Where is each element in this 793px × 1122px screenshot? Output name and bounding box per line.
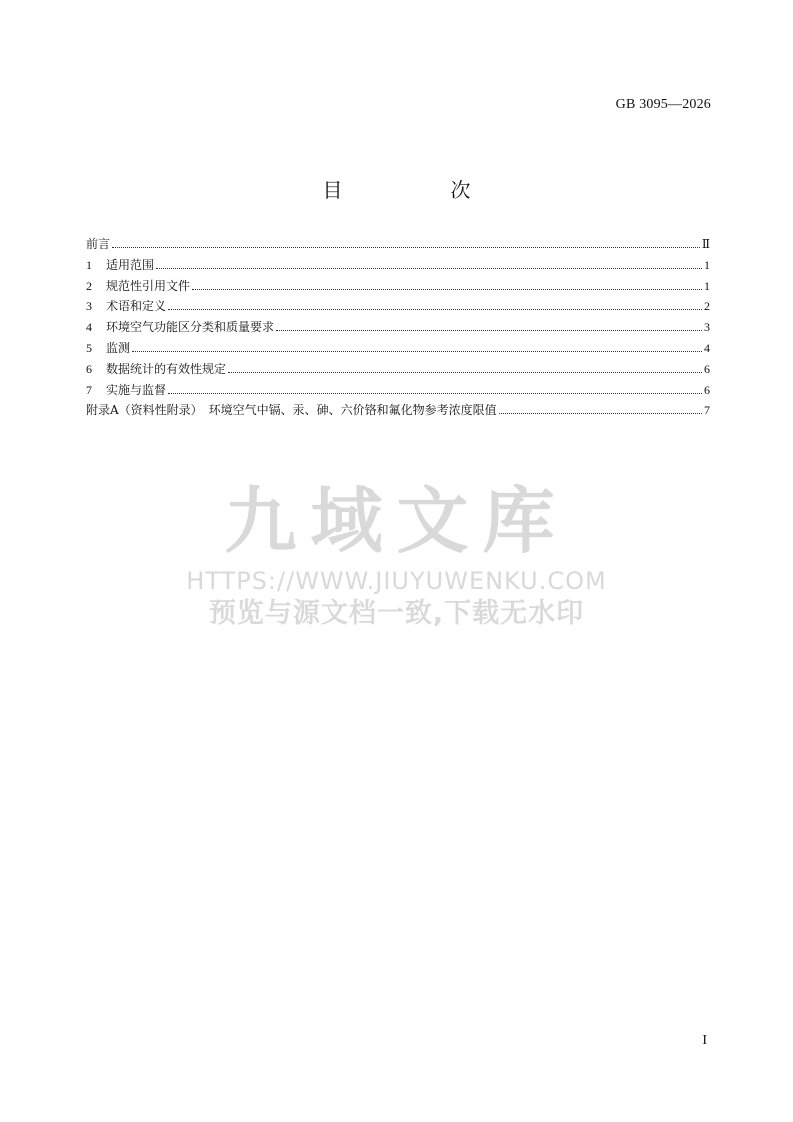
toc-entry-page: Ⅱ bbox=[701, 237, 710, 251]
dot-leader bbox=[228, 371, 702, 373]
toc-entry-number: 7 bbox=[86, 382, 92, 397]
toc-entry-label: 适用范围 bbox=[106, 257, 155, 272]
toc-entry-page: 4 bbox=[704, 340, 710, 355]
toc-entry-number: 4 bbox=[86, 320, 92, 335]
dot-leader bbox=[156, 267, 702, 269]
watermark-brand: 九域文库 bbox=[224, 479, 569, 563]
toc-entry-2[interactable] bbox=[86, 277, 710, 298]
toc-entry-number: 1 bbox=[86, 257, 92, 272]
toc-entry-label: 实施与监督 bbox=[106, 382, 167, 397]
dot-leader bbox=[168, 308, 702, 310]
toc-entry-3[interactable] bbox=[86, 297, 710, 318]
toc-entry-page: 7 bbox=[704, 403, 710, 418]
dot-leader bbox=[276, 329, 702, 331]
dot-leader bbox=[499, 412, 702, 414]
table-of-contents bbox=[86, 235, 710, 422]
toc-entry-1[interactable] bbox=[86, 256, 710, 277]
toc-entry-number: 2 bbox=[86, 278, 92, 293]
page-title: 目 次 bbox=[322, 178, 515, 202]
toc-entry-foreword[interactable] bbox=[86, 235, 710, 256]
toc-entry-page: 6 bbox=[704, 382, 710, 397]
toc-entry-page: 1 bbox=[704, 257, 710, 272]
dot-leader bbox=[112, 246, 700, 248]
watermark-url: HTTPS://WWW.JIUYUWENKU.COM bbox=[186, 567, 607, 595]
toc-entry-label: 监测 bbox=[106, 340, 131, 355]
toc-entry-number: 6 bbox=[86, 361, 92, 376]
toc-entry-label: 数据统计的有效性规定 bbox=[106, 361, 227, 376]
dot-leader bbox=[192, 288, 702, 290]
toc-entry-label: 附录A（资料性附录） 环境空气中镉、汞、砷、六价铬和氟化物参考浓度限值 bbox=[86, 403, 497, 418]
page-number: I bbox=[702, 1033, 707, 1048]
toc-entry-page: 6 bbox=[704, 361, 710, 376]
toc-entry-number: 5 bbox=[86, 340, 92, 355]
toc-entry-label: 环境空气功能区分类和质量要求 bbox=[106, 320, 275, 335]
toc-entry-page: 1 bbox=[704, 278, 710, 293]
toc-entry-label: 前言 bbox=[86, 237, 111, 251]
toc-entry-appendix-a[interactable] bbox=[86, 401, 710, 422]
dot-leader bbox=[168, 392, 702, 394]
toc-entry-label: 术语和定义 bbox=[106, 299, 167, 314]
watermark bbox=[0, 478, 793, 632]
toc-entry-page: 3 bbox=[704, 320, 710, 335]
toc-entry-page: 2 bbox=[704, 299, 710, 314]
toc-entry-5[interactable] bbox=[86, 339, 710, 360]
toc-entry-label: 规范性引用文件 bbox=[106, 278, 191, 293]
toc-entry-7[interactable] bbox=[86, 381, 710, 402]
standard-code: GB 3095—2026 bbox=[615, 97, 711, 112]
toc-entry-number: 3 bbox=[86, 299, 92, 314]
toc-entry-4[interactable] bbox=[86, 318, 710, 339]
dot-leader bbox=[132, 350, 702, 352]
toc-entry-6[interactable] bbox=[86, 360, 710, 381]
watermark-slogan: 预览与源文档一致,下载无水印 bbox=[208, 598, 585, 629]
